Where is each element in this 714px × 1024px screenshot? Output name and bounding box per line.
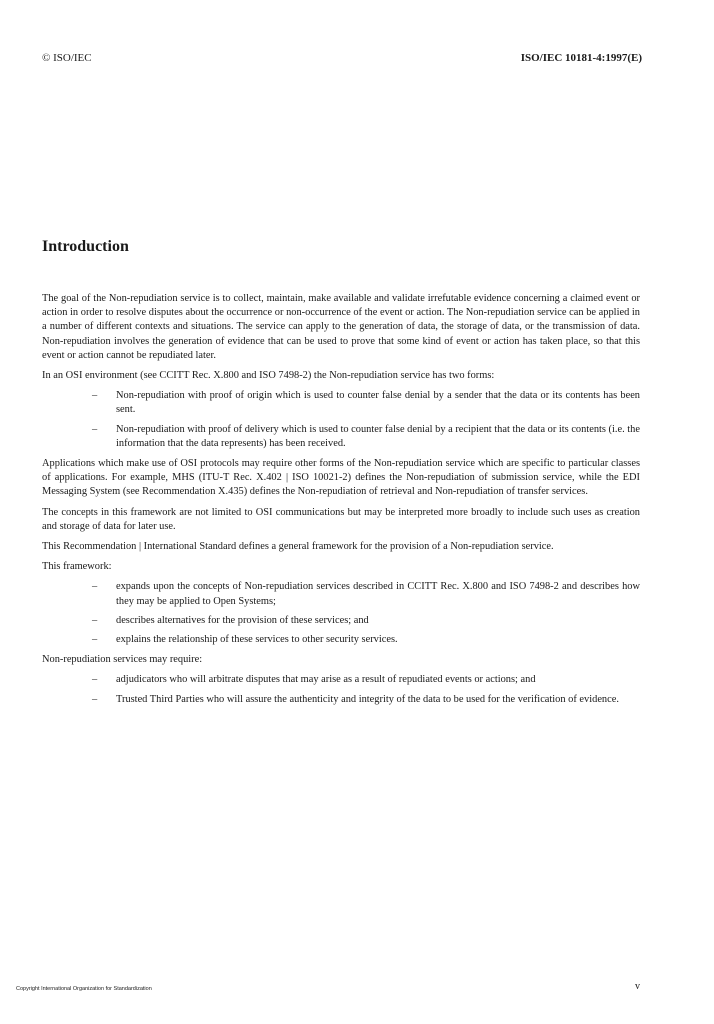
- list-dash: –: [92, 634, 98, 646]
- paragraph-recommendation: This Recommendation | International Standard defines a general framework for the provision of a Non-repudiation service.: [42, 541, 554, 553]
- paragraph-osi-forms: In an OSI environment (see CCITT Rec. X.800 and ISO 7498-2) the Non-repudiation service has two forms:: [42, 370, 495, 382]
- document-body: [42, 292, 640, 713]
- list-dash: –: [92, 614, 98, 626]
- footer-copyright: Copyright International Organization for Standardization: [16, 986, 152, 992]
- list-item-text: Non-repudiation with proof of origin which is used to counter false denial by a sender that the data or its contents has been sent.: [116, 390, 640, 416]
- list-forms: [42, 389, 640, 451]
- paragraph-framework: This framework:: [42, 561, 112, 573]
- list-item-text: expands upon the concepts of Non-repudiation services described in CCITT Rec. X.800 and ISO 7498-2 and describes how they may be applied to Open Systems;: [116, 581, 640, 607]
- list-item: [42, 614, 640, 628]
- page-number: v: [635, 981, 640, 992]
- paragraph-applications: Applications which make use of OSI protocols may require other forms of the Non-repudiation service which are specific to particular classes of applications. For example, MHS (ITU-T Rec. X.402 | ISO 10021-2) defines the Non-repudiation of submission service, while the EDI Messaging System (see Recommendation X.435) defines the Non-repudiation of retrieval and Non-repudiation of transfer services.: [42, 458, 640, 498]
- paragraph-concepts: The concepts in this framework are not limited to OSI communications but may be interpreted more broadly to include such uses as creation and storage of data for later use.: [42, 506, 640, 532]
- list-item: [42, 389, 640, 417]
- list-require: [42, 673, 640, 706]
- list-dash: –: [92, 423, 98, 435]
- list-framework: [42, 580, 640, 647]
- list-dash: –: [92, 674, 98, 686]
- paragraph-goal: The goal of the Non-repudiation service is to collect, maintain, make available and validate irrefutable evidence concerning a claimed event or action in order to resolve disputes about the occurrence or non-occurrence of the event or action. The Non-repudiation service can be applied in a number of different contexts and situations. The service can apply to the generation of data, the storage of data, or the transmission of data. Non-repudiation involves the generation of evidence that can be used to prove that some kind of event or action has taken place, so that this event or action cannot be repudiated later.: [42, 293, 640, 361]
- list-item: [42, 580, 640, 608]
- list-item: [42, 673, 640, 687]
- list-item-text: Trusted Third Parties who will assure the authenticity and integrity of the data to be used for the verification of evidence.: [116, 693, 619, 705]
- list-item-text: explains the relationship of these services to other security services.: [116, 634, 398, 646]
- paragraph-services-require: Non-repudiation services may require:: [42, 654, 203, 666]
- list-dash: –: [92, 693, 98, 705]
- list-dash: –: [92, 581, 98, 593]
- list-item-text: describes alternatives for the provision of these services; and: [116, 614, 369, 626]
- page-title: Introduction: [42, 238, 129, 255]
- header-document-number: ISO/IEC 10181-4:1997(E): [520, 52, 642, 64]
- list-item: [42, 693, 640, 707]
- list-item-text: adjudicators who will arbitrate disputes that may arise as a result of repudiated events or actions; and: [116, 674, 536, 686]
- list-item-text: Non-repudiation with proof of delivery which is used to counter false denial by a recipient that the data or its contents (i.e. the information that the data represents) has been received.: [116, 423, 640, 449]
- list-dash: –: [92, 390, 98, 402]
- list-item: [42, 423, 640, 451]
- header-copyright: © ISO/IEC: [42, 52, 92, 64]
- list-item: [42, 633, 640, 647]
